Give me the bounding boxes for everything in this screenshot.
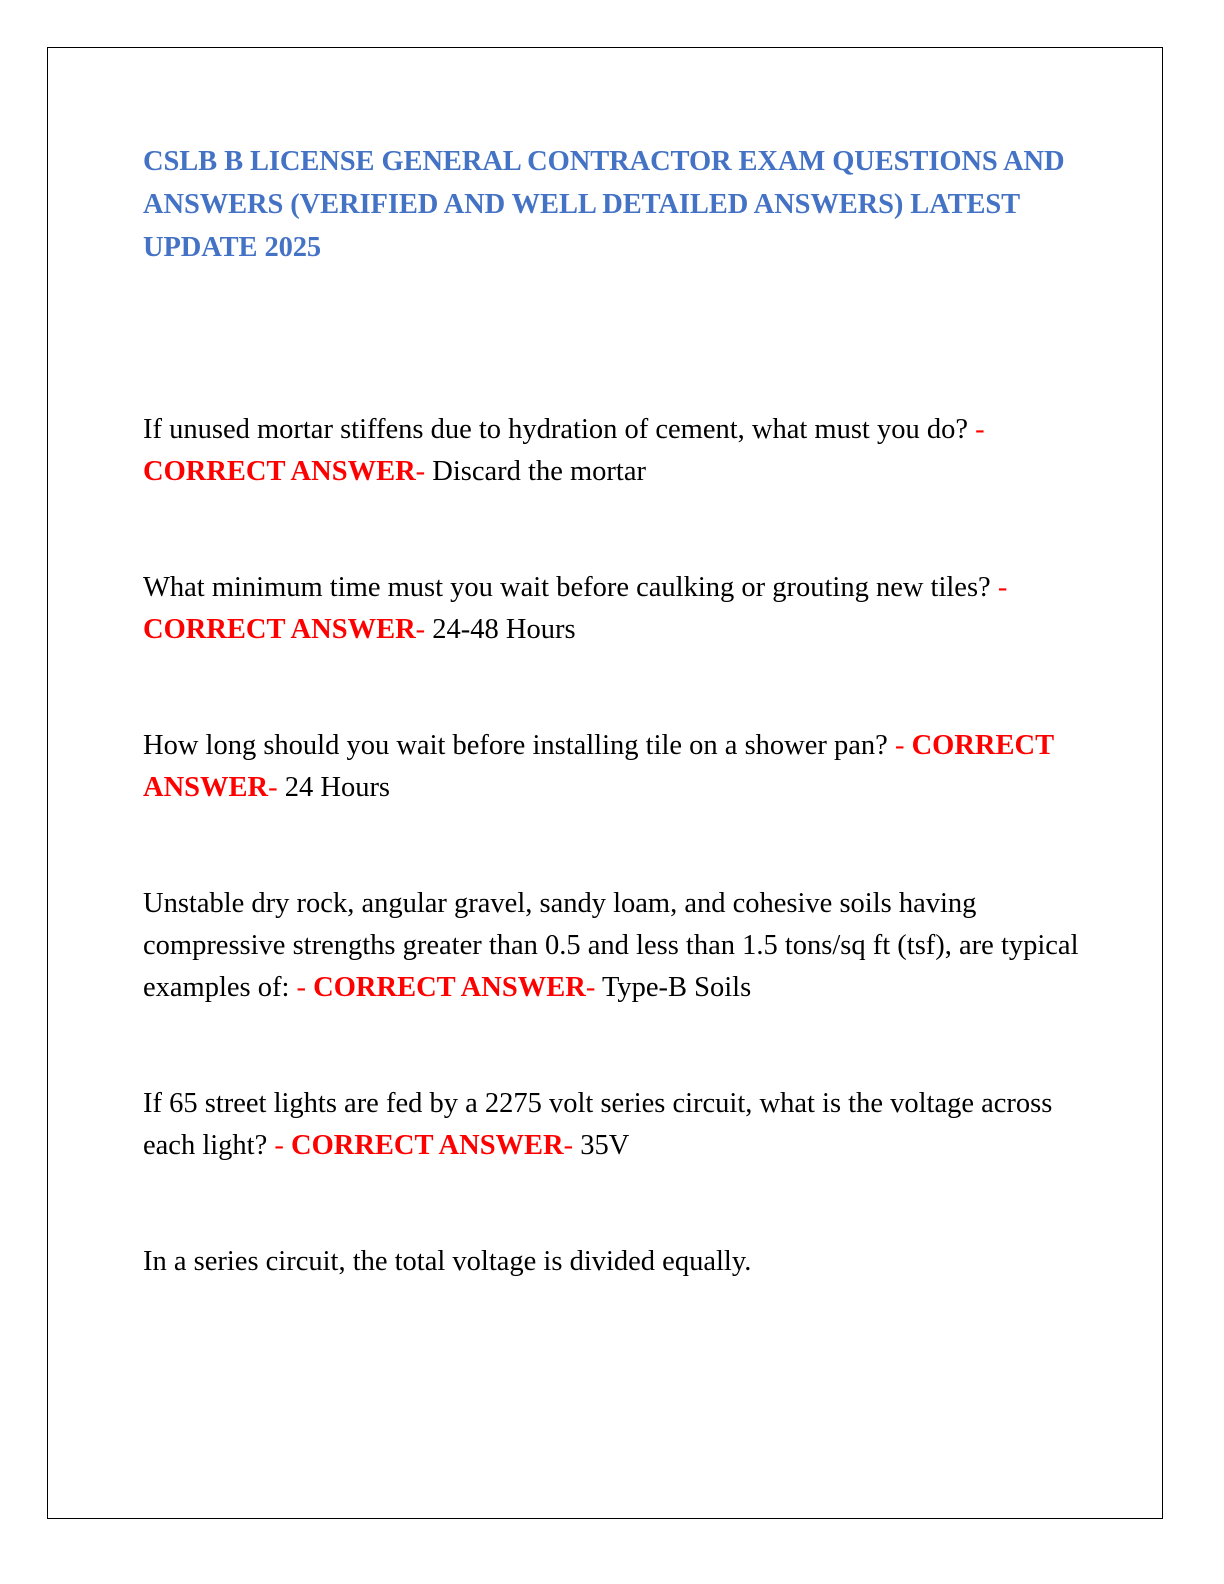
correct-answer-marker: - CORRECT ANSWER- [296, 972, 596, 1003]
qa-item [143, 725, 1083, 809]
correct-answer-marker: - CORRECT ANSWER- [274, 1130, 574, 1161]
question-text: If unused mortar stiffens due to hydration of cement, what must you do? [143, 414, 968, 445]
answer-text: 24 Hours [284, 772, 391, 803]
qa-item [143, 409, 1083, 493]
answer-text: 24-48 Hours [432, 614, 576, 645]
document-body [143, 140, 1083, 1283]
correct-answer-marker: - CORRECT ANSWER- [143, 572, 1008, 645]
qa-item [143, 1083, 1083, 1167]
answer-text: Type-B Soils [601, 972, 752, 1003]
document-title: CSLB B LICENSE GENERAL CONTRACTOR EXAM QUESTIONS AND ANSWERS (VERIFIED AND WELL DETAILED ANSWERS) LATEST UPDATE 2025 [143, 146, 1065, 263]
qa-list [143, 409, 1083, 1283]
correct-answer-marker: - CORRECT ANSWER- [143, 414, 985, 487]
qa-item [143, 883, 1083, 1009]
answer-text: Discard the mortar [432, 456, 646, 487]
correct-answer-marker: - CORRECT ANSWER- [143, 730, 1054, 803]
explanation-note: In a series circuit, the total voltage is divided equally. [143, 1246, 752, 1277]
question-text: Unstable dry rock, angular gravel, sandy loam, and cohesive soils having compressive strengths greater than 0.5 and less than 1.5 tons/sq ft (tsf), are typical examples of: [143, 888, 1079, 1003]
question-text: What minimum time must you wait before caulking or grouting new tiles? [143, 572, 991, 603]
question-text: How long should you wait before installing tile on a shower pan? [143, 730, 888, 761]
question-text: If 65 street lights are fed by a 2275 volt series circuit, what is the voltage across each light? [143, 1088, 1053, 1161]
answer-text: 35V [580, 1130, 630, 1161]
qa-item [143, 567, 1083, 651]
